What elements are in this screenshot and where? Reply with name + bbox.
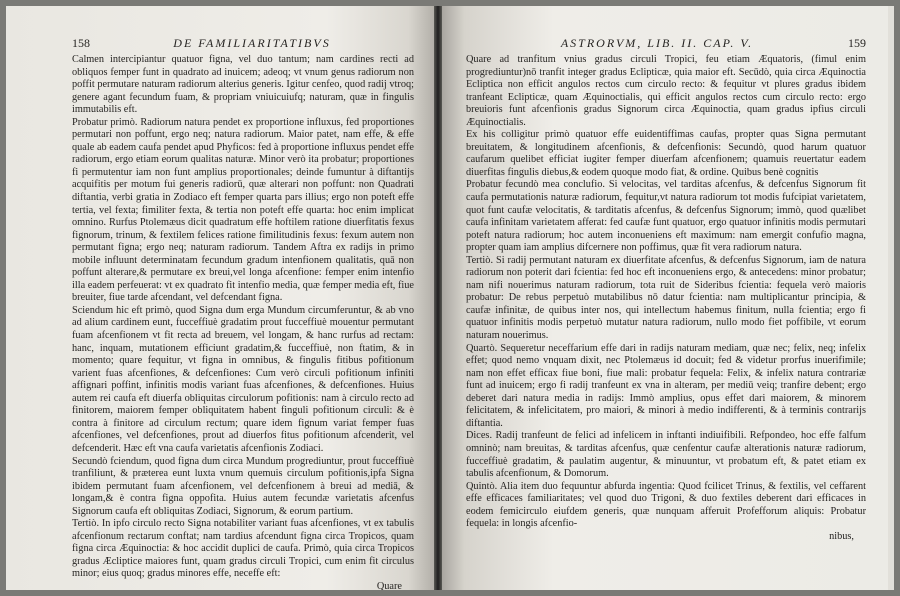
paragraph: Quartò. Sequeretur neceffarium effe dari in radijs naturam mediam, quæ nec; felix, neq; infelix effet; quod nemo vnquam dixit, nec Ptolemæus id docuit; fed & videtur prorfus inuerifimile; nam non effet efficax fiue boni, fiue mali: probatur fequela: Felix, & infelix natura contrariæ funt ad inuicem; ergo fi radij tranfeunt ex vna in alteram, per mediū veiq; tranfire debent; ergo deberet dari natura media in radijs: Immò amplius, opus effet dari maiorem, & minorem felicitatem, & infelicitatem, pro maiori, & minori à medio indifferenti, & à terminis contrarijs diftantia. (466, 342, 866, 429)
left-page-header (72, 36, 414, 51)
book-spread (6, 6, 894, 590)
paragraph: Quare ad tranfitum vnius gradus circuli Tropici, feu etiam Æquatoris, (fimul enim progrediuntur)nō tranfit integer gradus Eclipticæ, quia maior eft. Secūdò, quia circa Æquinoctia Ecliptica non efficit angulos rectos cum circulo recto: & fequitur vt plures gradus ibidem tranfeant Eclipticæ, quam Æquinoctialis, qui efficit angulos rectos cum circulo recto: ergo breuioris funt afcenfionis gradus Signorum circa Æquinoctia, quam gradus ipfius circuli Æquinoctialis. (466, 54, 866, 128)
left-running-head: DE FAMILIARITATIBVS (173, 36, 331, 50)
left-page (6, 6, 434, 590)
right-catchword: nibus, (829, 530, 854, 542)
paragraph: Dices. Radij tranfeunt de felici ad infelicem in inftanti indiuifibili. Refpondeo, hoc effe falfum omninò; nam breuitas, & tarditas afcenfus, quæ cenfentur caufæ alterationis naturæ radiorum, fucceffiuè gradatim, & paulatim augentur, & minuuntur, vt probatum eft, & patet etiam ex tabulis afcenfionum, & Domorum. (466, 430, 866, 480)
paragraph: Sciendum hic eft primò, quod Signa dum erga Mundum circumferuntur, & ab vno ad alium cardinem eunt, fucceffiuè gradatim prout fucceffiuè mouentur permutant fuam afcenfionem vt fit recta ad breuem, vel longam, & hanc rurfus ad rectam: hanc, inquam, mutationem efficiunt gradatim,& fucceffiuè, non ftatim, & in momento; quare fequitur, vt figna in omnibus, & fingulis fitibus pofitionum varient fuas afcenfiones, & defcenfiones: Cum verò circuli pofitionum infiniti affignari poffint, infinitis modis variant fuas afcenfiones, & defcenfiones. Huius autem rei caufa eft diuerfa obliquitas circulorum pofitionis: nam à circulo recto ad finitorem, maiorem femper obliquitatem habent finguli pofitionum circuli: & è contra à finitore ad circulum rectum; quare idem fignum variat femper fuas afcenfiones, vel defcenfiones, prout ad diuerfos fitus pofitionum afcenderit, vel defcenderit. Hæc eft vna caufa varietatis afcenfionis Zodiaci. (72, 304, 414, 454)
right-page-number: 159 (848, 36, 866, 50)
right-page (442, 6, 888, 590)
paragraph: Ex his colligitur primò quatuor effe euidentiffimas caufas, propter quas Signa permutant breuitatem, & longitudinem afcenfionis, & defcenfionis: Secundò, quod harum quatuor caufarum quelibet efficiat iugiter femper diuerfam afcenfionem; quamuis reuertatur eadem diuerfitas fingulis diebus,& eodem quoque modo fiat, & ordine. Quibus benè cognitis (466, 129, 866, 178)
paragraph: Probatur primò. Radiorum natura pendet ex proportione influxus, fed proportiones permutari non poffunt, ergo neq; natura radiorum. Maior patet, nam effe, & effe quale ab eadem caufa pendet apud Phyficos: fed à proportione influxus pendet effe radiorum, ergo etiam eorum qualitas naturæ. Minor verò ita probatur; proportiones fi permutentur iam non funt amplius proportionales; deinde fumuntur à diftantijs acquifitis per motum fui generis radiorū, quæ alterari non poffunt: non Quadrati diftantia, verbi gratia in Zodiaco eft femper quarta pars illius; ergo non poteft effe tertia, vel fexta; fimiliter fexta, & tertia non poteft effe quarta: hoc enim implicat omnino. Rurfus Ptolemæus dicit quadratum effe hoftilem ratione diuerfitatis fexus fignorum, trinum, & fextilem felices ratione fimilitudinis fexus: fexum autem non permutant figna; ergo neq; naturam radiorum. Tandem Aftra ex radijs in primo mobile influunt determinatam fecundum gradum intenfionem qualitatis, quā non poffunt alterare,& permutare ex breui,vel longa afcenfione: femper enim intenfio illa eadem perfeuerat: vt ex quadrato fit intenfio media, quæ femper media eft, fiue breuiter, fiue tarde afcendant, vel defcendant figna. (72, 116, 414, 304)
right-page-body (466, 54, 866, 531)
left-page-body (72, 54, 414, 581)
paragraph: Probatur fecundò mea conclufio. Si velocitas, vel tarditas afcenfus, & defcenfus Signorum fit caufa permutationis naturæ radiorum, fequitur,vt natura radiorum tot modis fufcipiat varietatem, quot funt caufæ velocitatis, & tarditatis afcenfus, & defcenfus Signorum; immò, quod quælibet caufa infinitam varietatem afferat: fed caufæ funt quatuor, ergo quatuor infinitis modis permutari poteft natura radiorum; hoc autem inconueniens eft maximum: nam emergit confufio magna, propter quam iam amplius difcernere non poffimus, quæ fit vera radiorum natura. (466, 179, 866, 254)
left-catchword: Quare (376, 580, 402, 590)
book-gutter (434, 6, 442, 590)
page-edge (888, 6, 894, 590)
paragraph: Tertiò. In ipfo circulo recto Signa notabiliter variant fuas afcenfiones, vt ex tabulis afcenfionum rectarum conftat; nam tardius afcendunt figna circa Tropicos, quam figna circa Æquinoctia: & hoc accidit duplici de caufa. Primò, quia circa Tropicos gradus Æcliptice maiores funt, quam gradus circuli Tropici, cum enim fit circulus minor; eius quoq; gradus minores effe, neceffe eft: (72, 518, 414, 580)
paragraph: Secundò fciendum, quod figna dum circa Mundum progrediuntur, prout fucceffiuè tranfiliunt, & præterea eunt luxta vnum quemuis circulum pofitionis,ipfa Signa ibidem permutant fuam afcenfionem, vel defcenfionem à breui ad mediā, & longam,& è contra figna oppofita. Huius autem fecundæ varietatis afcenfus Signorum caufa eft obliquitas Zodiaci, Signorum, & eorum partium. (72, 455, 414, 517)
paragraph: Quintò. Alia item duo fequuntur abfurda ingentia: Quod fcilicet Trinus, & fextilis, vel ceffarent effe efficaces familiaritates; vel quod duo Trigoni, & duo fextiles deberent dari efficaces in eodem femicirculo eiufdem generis, quæ nunquam afferuit Profefforum aliquis: Probatur fequela: in longis afcenfio- (466, 480, 866, 530)
right-page-header (466, 36, 866, 51)
paragraph: Calmen intercipiantur quatuor figna, vel duo tantum; nam cardines recti ad obliquos femper funt in quadrato ad inuicem; adeoq; vt vnum genus radiorum non poffit permutare naturam radiorum alterius generis. Igitur cenfeo, quod radij vtroq; genere agant fecundum fuam, & propriam vniuicuiufq; naturam, quæ in fingulis immutabilis eft. (72, 54, 414, 116)
left-page-number: 158 (72, 36, 90, 50)
paragraph: Tertiò. Si radij permutant naturam ex diuerfitate afcenfus, & defcenfus Signorum, iam de natura radiorum non poterit dari fcientia: fed hoc eft inconueniens ergo, & antecedens: minor probatur; nam nifi nouerimus naturam radiorum, tota ruit de Sideribus fcientia: fequela verò maioris probatur: De rebus perpetuò mutabilibus nō datur fcientia: nam multiplicantur principia, & caufæ infinitæ, de quibus inter nos, qui intellectum habemus finitum, nulla fcientia; ergo fi quatuor infinitis modis perpetuò mutatur natura radiorum, nullo modo fiet poffibile, vt eorum naturam nouerimus. (466, 254, 866, 342)
right-running-head: ASTRORVM, LIB. II. CAP. V. (560, 36, 754, 50)
